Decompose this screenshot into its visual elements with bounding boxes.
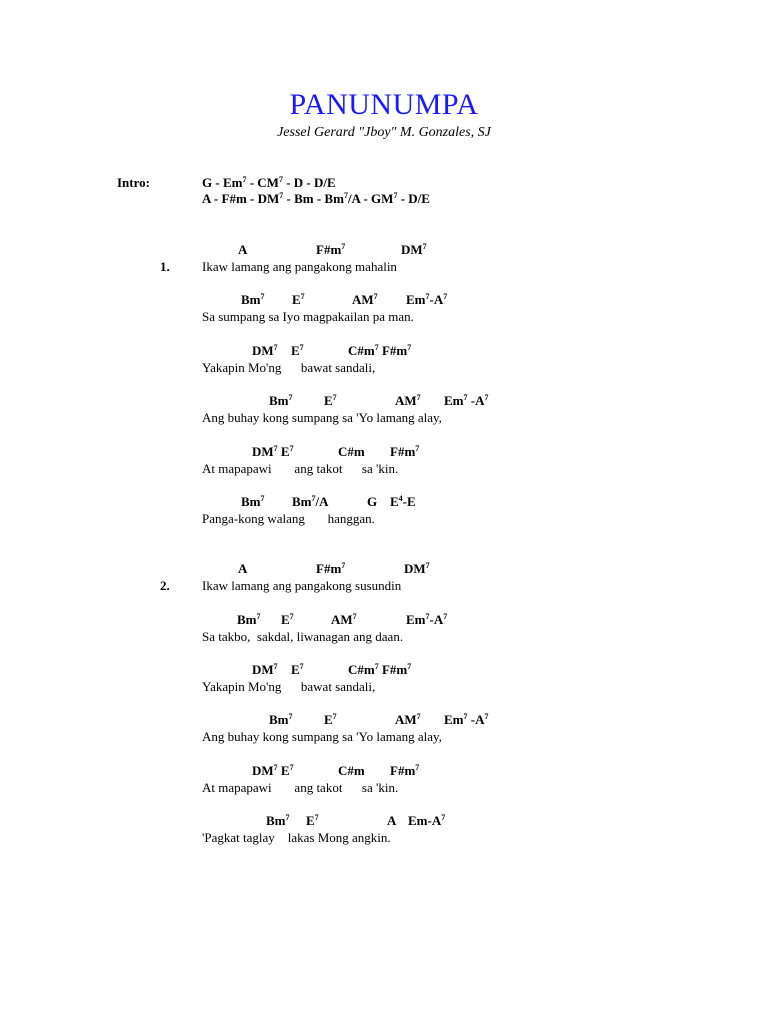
chord-text: F#m: [378, 662, 408, 677]
chord-superscript: 7: [273, 662, 278, 671]
chord: [390, 445, 419, 458]
lyric-line: At mapapawi ang takot sa 'kin.: [202, 780, 399, 795]
chord: [395, 713, 421, 726]
chord-text: E: [324, 712, 333, 727]
chord-superscript: 7: [415, 444, 420, 453]
lyric-line: Ikaw lamang ang pangakong mahalin: [202, 259, 397, 274]
chord-text: - D/E: [397, 191, 430, 206]
chord-text: E: [324, 393, 333, 408]
chord-text: A: [387, 813, 397, 828]
chord: [406, 613, 447, 626]
chord-superscript: 7: [314, 813, 319, 822]
chord-text: G: [367, 494, 378, 509]
chord-text: Em: [406, 292, 426, 307]
chord: [348, 663, 411, 676]
chord-superscript: 7: [332, 712, 337, 721]
chord-superscript: 7: [425, 292, 430, 301]
chord: [281, 613, 294, 626]
chord: [269, 713, 293, 726]
lyric-line: Sa takbo, sakdal, liwanagan ang daan.: [202, 629, 404, 644]
chord-text: -A: [467, 393, 485, 408]
chord-superscript: 7: [341, 561, 346, 570]
chord-text: DM: [252, 662, 274, 677]
chord-text: -A: [429, 612, 444, 627]
chord-text: E: [306, 813, 315, 828]
lyric-line: At mapapawi ang takot sa 'kin.: [202, 461, 399, 476]
intro-label: Intro:: [117, 175, 150, 190]
chord-text: AM: [352, 292, 374, 307]
chord-superscript: 7: [285, 813, 290, 822]
chord: [291, 344, 304, 357]
chord-text: /A - GM: [347, 191, 394, 206]
chord-superscript: 7: [288, 712, 293, 721]
chord-text: E: [291, 662, 300, 677]
chord-superscript: 7: [260, 292, 265, 301]
chord: [291, 663, 304, 676]
chord-superscript: 7: [332, 393, 337, 402]
chord: [324, 394, 337, 407]
chord: [241, 495, 265, 508]
chord-superscript: 7: [278, 175, 283, 184]
chord: [352, 293, 378, 306]
chord-text: Bm: [237, 612, 257, 627]
chord-superscript: 7: [273, 343, 278, 352]
chord-superscript: 7: [374, 343, 379, 352]
chord-superscript: 7: [484, 712, 489, 721]
chord: [292, 495, 329, 508]
lyric-line: 'Pagkat taglay lakas Mong angkin.: [202, 830, 391, 845]
chord-text: G - Em: [202, 175, 243, 190]
chord: [408, 814, 445, 827]
chord-superscript: 7: [299, 343, 304, 352]
chord: [237, 613, 261, 626]
chord: [324, 713, 337, 726]
chord: [444, 713, 488, 726]
chord-superscript: 7: [407, 343, 412, 352]
chord-text: - CM: [246, 175, 279, 190]
chord-text: DM: [404, 561, 426, 576]
chord: [387, 814, 396, 827]
chord-text: Bm: [266, 813, 286, 828]
chord-text: -A: [467, 712, 485, 727]
verse-2-number: 2.: [160, 578, 170, 593]
chord-superscript: 7: [443, 292, 448, 301]
chord-text: /A: [315, 494, 329, 509]
chord-text: -A: [429, 292, 444, 307]
chord-text: F#m: [378, 343, 408, 358]
chord-text: F#m: [316, 561, 342, 576]
lyric-line: Panga-kong walang hanggan.: [202, 511, 375, 526]
chord-text: AM: [395, 393, 417, 408]
lyric-line: Ikaw lamang ang pangakong susundin: [202, 578, 402, 593]
chord: [348, 344, 411, 357]
chord-text: AM: [331, 612, 353, 627]
chord: [269, 394, 293, 407]
chord-superscript: 7: [299, 662, 304, 671]
chord-superscript: 7: [311, 494, 316, 503]
chord: [266, 814, 290, 827]
chord-text: DM: [252, 763, 274, 778]
chord-text: Em-A: [408, 813, 442, 828]
chord-text: Bm: [241, 292, 261, 307]
chord: [292, 293, 305, 306]
chord-superscript: 7: [288, 393, 293, 402]
chord-text: F#m: [390, 763, 416, 778]
chord-superscript: 7: [463, 712, 468, 721]
chord-superscript: 7: [273, 763, 278, 772]
chord-text: C#m: [338, 763, 365, 778]
chord-text: - Bm - Bm: [283, 191, 344, 206]
chord: [406, 293, 447, 306]
chord: [316, 243, 345, 256]
chord: [395, 394, 421, 407]
chord: [367, 495, 377, 508]
chord-text: E: [277, 763, 290, 778]
chord-text: Em: [444, 393, 464, 408]
chord-superscript: 7: [341, 242, 346, 251]
chord: [338, 445, 365, 458]
chord-text: Bm: [292, 494, 312, 509]
chord-text: F#m: [390, 444, 416, 459]
chord-superscript: 7: [279, 191, 284, 200]
chord-superscript: 7: [443, 612, 448, 621]
intro-chords-line-1: [202, 176, 336, 189]
chord: [252, 764, 294, 777]
chord-text: E: [291, 343, 300, 358]
chord-text: E: [281, 612, 290, 627]
chord: [238, 562, 247, 575]
chord: [252, 663, 278, 676]
chord: [241, 293, 265, 306]
chord: [338, 764, 365, 777]
chord-superscript: 7: [422, 242, 427, 251]
chord-superscript: 7: [425, 561, 430, 570]
chord-superscript: 7: [260, 494, 265, 503]
chord-text: F#m: [316, 242, 342, 257]
verse-1-number: 1.: [160, 259, 170, 274]
chord-text: A - F#m - DM: [202, 191, 280, 206]
chord-text: Em: [406, 612, 426, 627]
chord: [306, 814, 319, 827]
chord-superscript: 7: [256, 612, 261, 621]
chord-superscript: 7: [393, 191, 398, 200]
chord-text: A: [238, 242, 248, 257]
chord-superscript: 7: [273, 444, 278, 453]
chord: [252, 344, 278, 357]
chord-superscript: 7: [441, 813, 446, 822]
lyric-line: Ang buhay kong sumpang sa 'Yo lamang alay,: [202, 729, 442, 744]
chord: [444, 394, 488, 407]
chord-text: E: [277, 444, 290, 459]
lyric-line: Sa sumpang sa Iyo magpakailan pa man.: [202, 309, 414, 324]
chord: [252, 445, 294, 458]
chord-text: AM: [395, 712, 417, 727]
chord-text: Bm: [269, 712, 289, 727]
chord-text: C#m: [348, 343, 375, 358]
chord-superscript: 7: [425, 612, 430, 621]
lyric-line: Yakapin Mo'ng bawat sandali,: [202, 360, 376, 375]
chord-text: - D - D/E: [282, 175, 336, 190]
chord-text: C#m: [348, 662, 375, 677]
lyric-line: Ang buhay kong sumpang sa 'Yo lamang alay,: [202, 410, 442, 425]
chord-text: DM: [252, 444, 274, 459]
chord-superscript: 7: [289, 444, 294, 453]
song-author: Jessel Gerard "Jboy" M. Gonzales, SJ: [277, 125, 491, 140]
chord: [401, 243, 427, 256]
chord-superscript: 7: [374, 662, 379, 671]
chord-superscript: 7: [300, 292, 305, 301]
chord-superscript: 7: [416, 393, 421, 402]
chord: [316, 562, 345, 575]
chord-superscript: 7: [407, 662, 412, 671]
chord-superscript: 7: [373, 292, 378, 301]
intro-chords-line-2: [202, 192, 430, 205]
chord-superscript: 7: [484, 393, 489, 402]
chord-text: C#m: [338, 444, 365, 459]
chord-text: E: [390, 494, 399, 509]
chord-text: DM: [252, 343, 274, 358]
chord-superscript: 7: [352, 612, 357, 621]
chord-superscript: 4: [398, 494, 403, 503]
chord-superscript: 7: [463, 393, 468, 402]
chord-text: Bm: [241, 494, 261, 509]
song-title: PANUNUMPA: [289, 88, 479, 121]
chord-superscript: 7: [415, 763, 420, 772]
chord-superscript: 7: [242, 175, 247, 184]
chord: [404, 562, 430, 575]
chord-text: Em: [444, 712, 464, 727]
chord: [331, 613, 357, 626]
chord-superscript: 7: [289, 763, 294, 772]
chord-superscript: 7: [416, 712, 421, 721]
chord-text: A: [238, 561, 248, 576]
chord-text: Bm: [269, 393, 289, 408]
chord-text: -E: [402, 494, 416, 509]
chord-superscript: 7: [289, 612, 294, 621]
chord: [390, 495, 416, 508]
chord-superscript: 7: [343, 191, 348, 200]
chord-text: DM: [401, 242, 423, 257]
chord: [390, 764, 419, 777]
chord: [238, 243, 247, 256]
lyric-line: Yakapin Mo'ng bawat sandali,: [202, 679, 376, 694]
chord-text: E: [292, 292, 301, 307]
